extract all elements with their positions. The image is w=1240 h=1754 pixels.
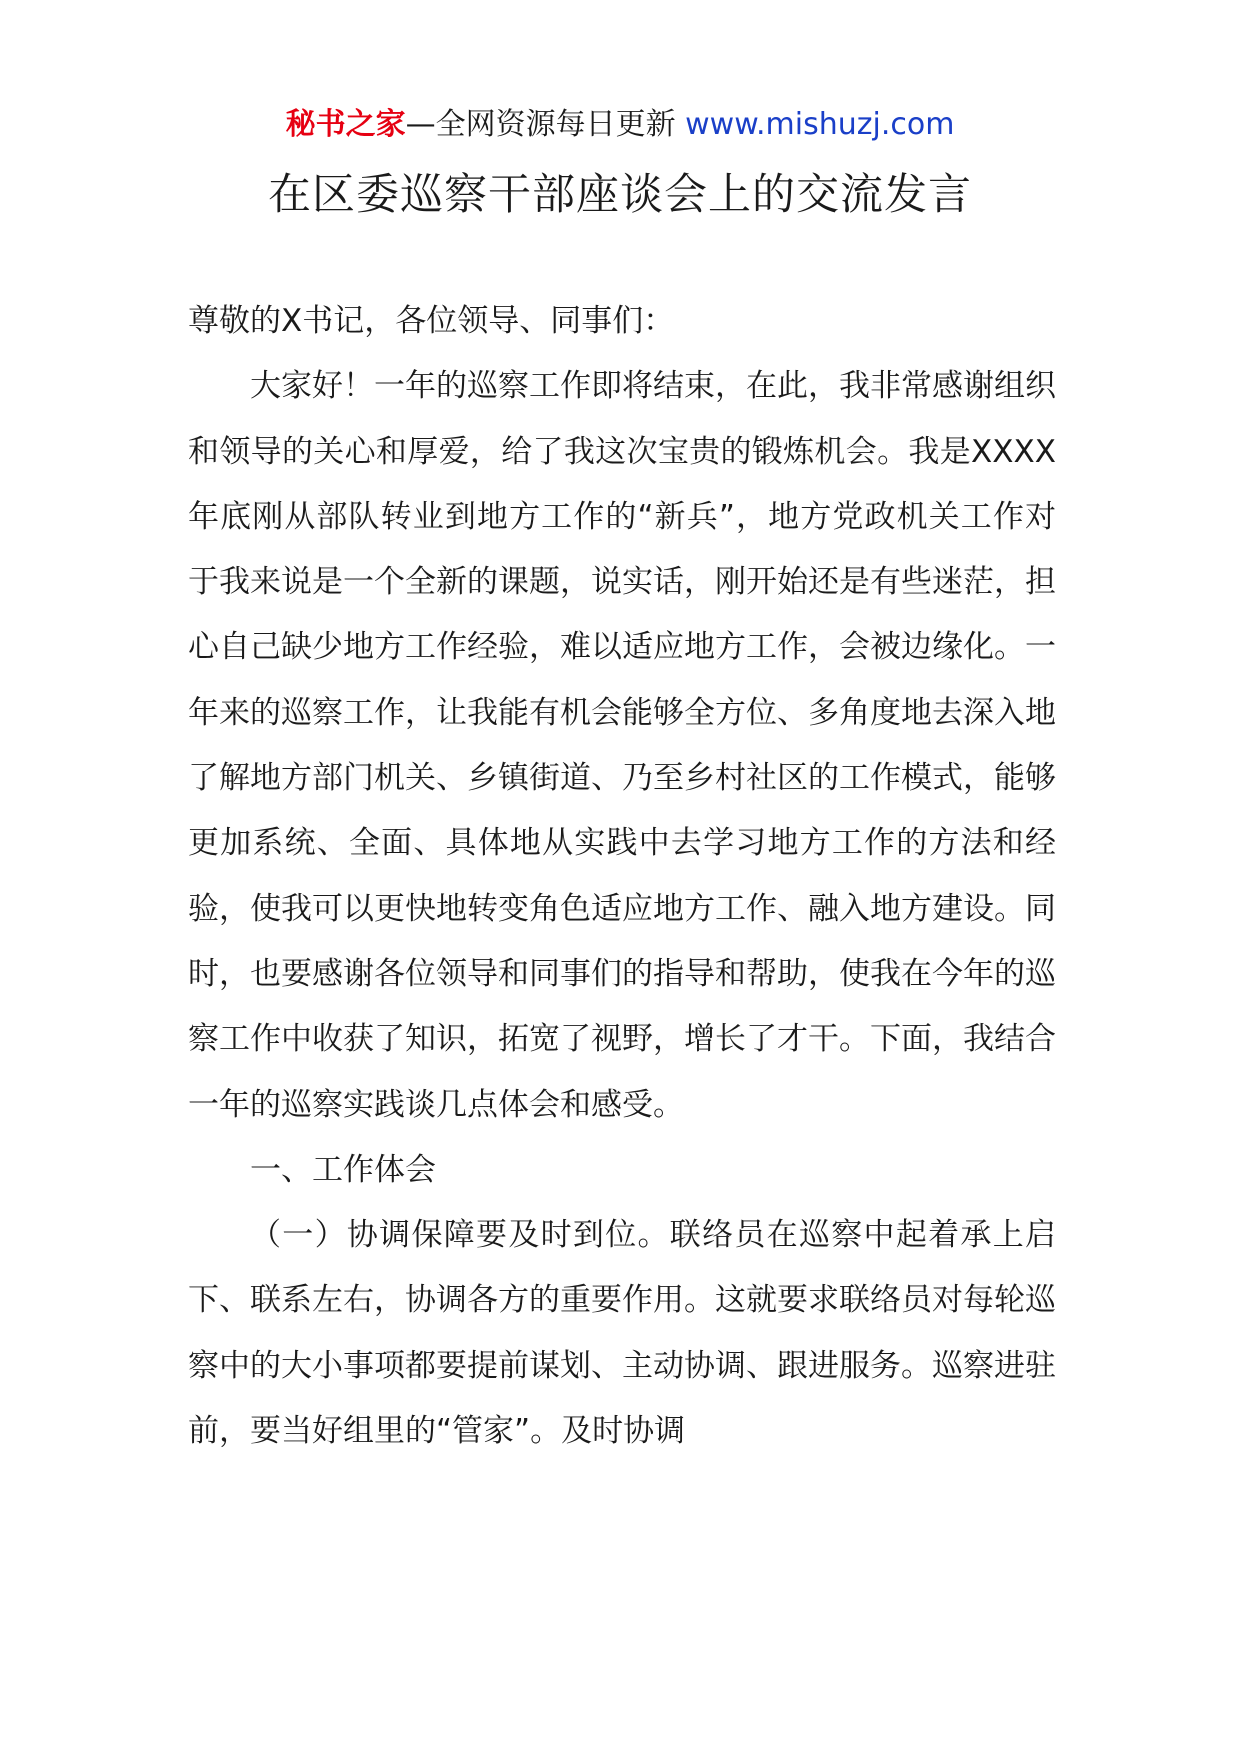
site-header	[0, 100, 1240, 150]
section-heading: 一、工作体会	[250, 1151, 436, 1188]
brand-slogan: —全网资源每日更新	[405, 107, 676, 142]
paragraph-subsection: （一）协调保障要及时到位。联络员在巡察中起着承上启下、联系左右，协调各方的重要作用。这就要求联络员对每轮巡察中的大小事项都要提前谋划、主动协调、跟进服务。巡察进驻前，要当好组里的“管家”。及时协调	[188, 1217, 1056, 1450]
salutation: 尊敬的X书记，各位领导、同事们：	[188, 303, 675, 339]
document-body	[188, 289, 1056, 1464]
document-title: 在区委巡察干部座谈会上的交流发言	[268, 170, 972, 220]
paragraph-intro: 大家好！一年的巡察工作即将结束，在此，我非常感谢组织和领导的关心和厚爱，给了我这次宝贵的锻炼机会。我是XXXX年底刚从部队转业到地方工作的“新兵”，地方党政机关工作对于我来说是一个全新的课题，说实话，刚开始还是有些迷茫，担心自己缺少地方工作经验，难以适应地方工作，会被边缘化。一年来的巡察工作，让我能有机会能够全方位、多角度地去深入地了解地方部门机关、乡镇街道、乃至乡村社区的工作模式，能够更加系统、全面、具体地从实践中去学习地方工作的方法和经验，使我可以更快地转变角色适应地方工作、融入地方建设。同时，也要感谢各位领导和同事们的指导和帮助，使我在今年的巡察工作中收获了知识，拓宽了视野，增长了才干。下面，我结合一年的巡察实践谈几点体会和感受。	[188, 368, 1056, 1123]
brand-name: 秘书之家	[285, 107, 406, 142]
brand-url[interactable]: www.mishuzj.com	[685, 107, 955, 142]
